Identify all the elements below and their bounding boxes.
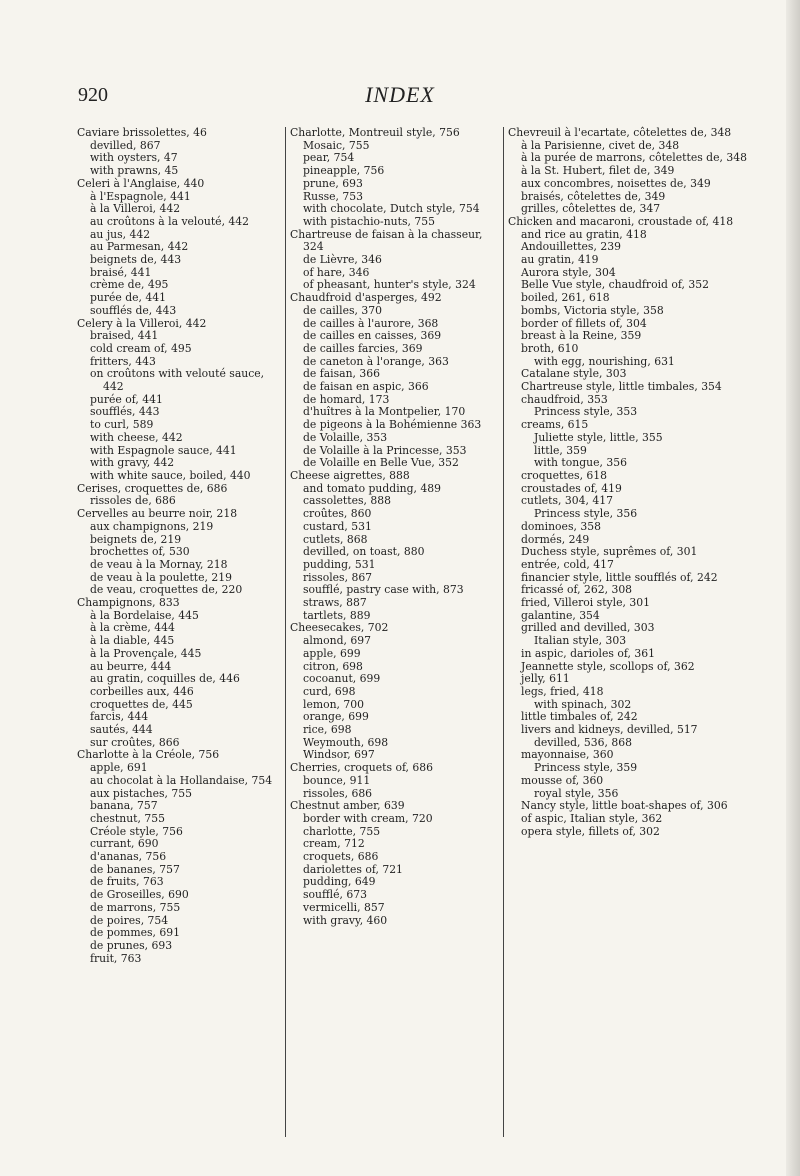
index-subentry: with prawns, 45 [90, 164, 179, 178]
index-subentry: vermicelli, 857 [303, 900, 385, 914]
index-subentry: devilled, 536, 868 [534, 735, 633, 749]
index-subentry: aux concombres, noisettes de, 349 [521, 176, 711, 190]
page-title: INDEX [365, 82, 435, 107]
index-subentry: fruit, 763 [90, 951, 142, 965]
index-subentry: with tongue, 356 [534, 456, 627, 470]
index-subentry: almond, 697 [303, 634, 371, 648]
index-subentry: de faisan, 366 [303, 367, 381, 381]
index-subentry: breast à la Reine, 359 [521, 329, 642, 343]
index-subentry: Windsor, 697 [303, 748, 375, 762]
index-subentry: pear, 754 [303, 151, 355, 165]
index-subentry: à la crème, 444 [90, 621, 175, 635]
index-subentry: pudding, 649 [303, 875, 376, 889]
index-subentry: de Groseilles, 690 [90, 888, 189, 902]
index-subentry: cutlets, 868 [303, 532, 368, 546]
index-subentry: soufflés de, 443 [90, 303, 177, 317]
index-columns [77, 127, 777, 1137]
index-subentry: soufflé, 673 [303, 888, 367, 902]
index-subentry: beignets de, 219 [90, 532, 182, 546]
index-subentry: in aspic, darioles of, 361 [521, 646, 655, 660]
index-subentry: de veau à la poulette, 219 [90, 570, 232, 584]
index-subentry: de Lièvre, 346 [303, 253, 382, 267]
index-subentry: aux pistaches, 755 [90, 786, 192, 800]
index-subentry: fricassé of, 262, 308 [521, 583, 633, 597]
index-subentry: brochettes of, 530 [90, 545, 190, 559]
index-subentry: croustades of, 419 [521, 481, 622, 495]
index-subentry: rissoles, 686 [303, 786, 373, 800]
index-subentry: chestnut, 755 [90, 811, 165, 825]
index-subentry: orange, 699 [303, 710, 369, 724]
index-heading-entry: Charlotte, Montreuil style, 756 [290, 126, 460, 139]
index-subentry: curd, 698 [303, 684, 356, 698]
index-subentry: de cailles farcies, 369 [303, 341, 423, 355]
index-subentry: chaudfroid, 353 [521, 392, 608, 406]
index-heading-entry: Cheesecakes, 702 [290, 621, 389, 635]
index-subentry: galantine, 354 [521, 608, 600, 622]
index-heading-entry: Celeri à l'Anglaise, 440 [77, 176, 205, 190]
index-subentry: broth, 610 [521, 341, 579, 355]
index-subentry: Duchess style, suprêmes of, 301 [521, 545, 698, 559]
index-subentry: opera style, fillets of, 302 [521, 824, 660, 838]
index-subentry: au Parmesan, 442 [90, 240, 189, 254]
index-subentry: pudding, 531 [303, 557, 376, 571]
index-heading-entry: Chestnut amber, 639 [290, 799, 405, 813]
index-subentry: livers and kidneys, devilled, 517 [521, 723, 698, 737]
index-subentry: farcis, 444 [90, 710, 149, 724]
index-subentry: cutlets, 304, 417 [521, 494, 614, 508]
index-heading-entry: Caviare brissolettes, 46 [77, 126, 207, 139]
index-subentry: entrée, cold, 417 [521, 557, 614, 571]
index-subentry: mousse of, 360 [521, 773, 604, 787]
index-subentry: fried, Villeroi style, 301 [521, 596, 650, 610]
index-subentry: purée of, 441 [90, 392, 163, 406]
index-subentry: with Espagnole sauce, 441 [90, 443, 237, 457]
index-subentry: custard, 531 [303, 519, 372, 533]
index-subentry: croûtes, 860 [303, 507, 372, 521]
index-heading-entry: Cerises, croquettes de, 686 [77, 481, 228, 495]
index-subentry: royal style, 356 [534, 786, 619, 800]
index-subentry: Chartreuse style, little timbales, 354 [521, 380, 722, 394]
index-subentry: financier style, little soufflés of, 242 [521, 570, 718, 584]
index-subentry: Catalane style, 303 [521, 367, 627, 381]
index-subentry: devilled, on toast, 880 [303, 545, 425, 559]
index-heading-entry: Chevreuil à l'ecartate, côtelettes de, 348 [508, 126, 732, 139]
index-subentry: boiled, 261, 618 [521, 291, 610, 305]
index-subentry: Princess style, 353 [534, 405, 638, 419]
index-subentry: with oysters, 47 [90, 151, 178, 165]
index-subentry: with gravy, 442 [90, 456, 175, 470]
index-subentry: on croûtons with velouté sauce, 442 [90, 367, 265, 394]
index-subentry: de marrons, 755 [90, 900, 181, 914]
index-subentry: à l'Espagnole, 441 [90, 189, 191, 203]
index-subentry: dominoes, 358 [521, 519, 601, 533]
index-subentry: currant, 690 [90, 837, 159, 851]
index-subentry: au gratin, 419 [521, 253, 599, 267]
index-heading-entry: Chaudfroid d'asperges, 492 [290, 291, 442, 305]
index-subentry: de cailles à l'aurore, 368 [303, 316, 439, 330]
index-subentry: croquettes, 618 [521, 468, 608, 482]
index-subentry: prune, 693 [303, 176, 363, 190]
index-subentry: Weymouth, 698 [303, 735, 389, 749]
index-subentry: Mosaic, 755 [303, 138, 370, 152]
index-subentry: with white sauce, boiled, 440 [90, 468, 251, 482]
index-subentry: charlotte, 755 [303, 824, 381, 838]
index-subentry: lemon, 700 [303, 697, 365, 711]
index-subentry: de Volaille, 353 [303, 430, 388, 444]
index-subentry: Italian style, 303 [534, 634, 627, 648]
index-subentry: grilles, côtelettes de, 347 [521, 202, 661, 216]
index-subentry: jelly, 611 [521, 672, 570, 686]
index-subentry: à la purée de marrons, côtelettes de, 348 [521, 151, 747, 165]
index-subentry: croquets, 686 [303, 850, 379, 864]
index-subentry: pineapple, 756 [303, 164, 385, 178]
index-subentry: sautés, 444 [90, 723, 153, 737]
index-subentry: de cailles en caisses, 369 [303, 329, 442, 343]
index-subentry: Nancy style, little boat-shapes of, 306 [521, 799, 728, 813]
index-subentry: au chocolat à la Hollandaise, 754 [90, 773, 273, 787]
page-edge-shadow [786, 0, 800, 1176]
index-subentry: à la Villeroi, 442 [90, 202, 181, 216]
index-subentry: tartlets, 889 [303, 608, 371, 622]
index-subentry: de homard, 173 [303, 392, 390, 406]
index-heading-entry: Cheese aigrettes, 888 [290, 468, 410, 482]
index-subentry: de Volaille en Belle Vue, 352 [303, 456, 459, 470]
index-column-2 [285, 127, 503, 1137]
index-subentry: dormés, 249 [521, 532, 590, 546]
index-subentry: au beurre, 444 [90, 659, 172, 673]
index-subentry: de caneton à l'orange, 363 [303, 354, 449, 368]
index-subentry: devilled, 867 [90, 138, 161, 152]
index-subentry: border of fillets of, 304 [521, 316, 647, 330]
index-subentry: de faisan en aspic, 366 [303, 380, 429, 394]
index-heading-entry: Cervelles au beurre noir, 218 [77, 507, 238, 521]
index-subentry: soufflé, pastry case with, 873 [303, 583, 464, 597]
index-subentry: croquettes de, 445 [90, 697, 193, 711]
index-subentry: braised, 441 [90, 329, 159, 343]
index-subentry: dariolettes of, 721 [303, 862, 403, 876]
index-subentry: de prunes, 693 [90, 939, 173, 952]
index-subentry: au croûtons à la velouté, 442 [90, 214, 250, 228]
index-subentry: mayonnaise, 360 [521, 748, 614, 762]
index-subentry: braisé, 441 [90, 265, 152, 279]
index-subentry: with cheese, 442 [90, 430, 183, 444]
index-subentry: and rice au gratin, 418 [521, 227, 647, 241]
index-subentry: little timbales of, 242 [521, 710, 638, 724]
index-subentry: à la Parisienne, civet de, 348 [521, 138, 680, 152]
index-subentry: citron, 698 [303, 659, 363, 673]
index-subentry: grilled and devilled, 303 [521, 621, 655, 635]
index-subentry: Russe, 753 [303, 189, 364, 203]
index-subentry: with spinach, 302 [534, 697, 632, 711]
page-number: 920 [78, 84, 108, 106]
index-subentry: with gravy, 460 [303, 913, 388, 927]
index-heading-entry: Chicken and macaroni, croustade of, 418 [508, 214, 734, 228]
index-subentry: legs, fried, 418 [521, 684, 604, 698]
index-subentry: aux champignons, 219 [90, 519, 214, 533]
index-subentry: to curl, 589 [90, 418, 154, 432]
index-subentry: de veau, croquettes de, 220 [90, 583, 243, 597]
index-column-3 [503, 127, 777, 1137]
index-subentry: Princess style, 356 [534, 507, 638, 521]
index-subentry: de fruits, 763 [90, 875, 164, 889]
index-subentry: Princess style, 359 [534, 761, 638, 775]
index-subentry: of aspic, Italian style, 362 [521, 811, 663, 825]
index-subentry: with egg, nourishing, 631 [534, 354, 675, 368]
index-subentry: rice, 698 [303, 723, 352, 737]
index-subentry: de veau à la Mornay, 218 [90, 557, 228, 571]
index-subentry: à la Bordelaise, 445 [90, 608, 199, 622]
index-subentry: crème de, 495 [90, 278, 169, 292]
index-subentry: fritters, 443 [90, 354, 156, 368]
index-subentry: cold cream of, 495 [90, 341, 192, 355]
index-heading-entry: Champignons, 833 [77, 596, 180, 610]
index-subentry: Jeannette style, scollops of, 362 [521, 659, 695, 673]
index-subentry: Créole style, 756 [90, 824, 183, 838]
index-subentry: corbeilles aux, 446 [90, 684, 194, 698]
index-subentry: straws, 887 [303, 596, 367, 610]
index-subentry: creams, 615 [521, 418, 589, 432]
index-subentry: banana, 757 [90, 799, 158, 813]
index-subentry: cassolettes, 888 [303, 494, 391, 508]
index-subentry: de bananes, 757 [90, 862, 180, 876]
index-subentry: of pheasant, hunter's style, 324 [303, 278, 476, 292]
index-subentry: cream, 712 [303, 837, 365, 851]
index-subentry: rissoles de, 686 [90, 494, 176, 508]
index-subentry: with pistachio-nuts, 755 [303, 214, 435, 228]
index-subentry: with chocolate, Dutch style, 754 [303, 202, 480, 216]
index-subentry: apple, 699 [303, 646, 361, 660]
index-subentry: de cailles, 370 [303, 303, 382, 317]
index-subentry: bounce, 911 [303, 773, 371, 787]
index-subentry: au gratin, coquilles de, 446 [90, 672, 240, 686]
index-subentry: sur croûtes, 866 [90, 735, 180, 749]
index-subentry: soufflés, 443 [90, 405, 160, 419]
index-subentry: and tomato pudding, 489 [303, 481, 441, 495]
index-subentry: bombs, Victoria style, 358 [521, 303, 664, 317]
index-subentry: au jus, 442 [90, 227, 151, 241]
index-subentry: de pommes, 691 [90, 926, 181, 940]
index-subentry: de Volaille à la Princesse, 353 [303, 443, 467, 457]
index-heading-entry: Charlotte à la Créole, 756 [77, 748, 220, 762]
index-subentry: de pigeons à la Bohémienne 363 [303, 418, 482, 432]
index-subentry: Juliette style, little, 355 [534, 430, 663, 444]
index-heading-entry: Chartreuse de faisan à la chasseur, 324 [290, 227, 483, 254]
index-subentry: little, 359 [534, 443, 587, 457]
index-subentry: à la St. Hubert, filet de, 349 [521, 164, 675, 178]
index-heading-entry: Cherries, croquets of, 686 [290, 761, 434, 775]
index-subentry: à la Provençale, 445 [90, 646, 202, 660]
index-subentry: braisés, côtelettes de, 349 [521, 189, 666, 203]
index-subentry: Aurora style, 304 [521, 265, 616, 279]
index-subentry: cocoanut, 699 [303, 672, 381, 686]
index-subentry: Andouillettes, 239 [521, 240, 621, 254]
index-subentry: de poires, 754 [90, 913, 169, 927]
index-subentry: rissoles, 867 [303, 570, 373, 584]
index-subentry: à la diable, 445 [90, 634, 175, 648]
index-subentry: Belle Vue style, chaudfroid of, 352 [521, 278, 709, 292]
index-subentry: purée de, 441 [90, 291, 167, 305]
index-subentry: d'ananas, 756 [90, 850, 167, 864]
index-subentry: of hare, 346 [303, 265, 370, 279]
index-subentry: beignets de, 443 [90, 253, 182, 267]
index-heading-entry: Celery à la Villeroi, 442 [77, 316, 207, 330]
index-column-1 [77, 127, 285, 1137]
index-subentry: apple, 691 [90, 761, 148, 775]
index-subentry: d'huîtres à la Montpelier, 170 [303, 405, 466, 419]
index-subentry: border with cream, 720 [303, 811, 433, 825]
